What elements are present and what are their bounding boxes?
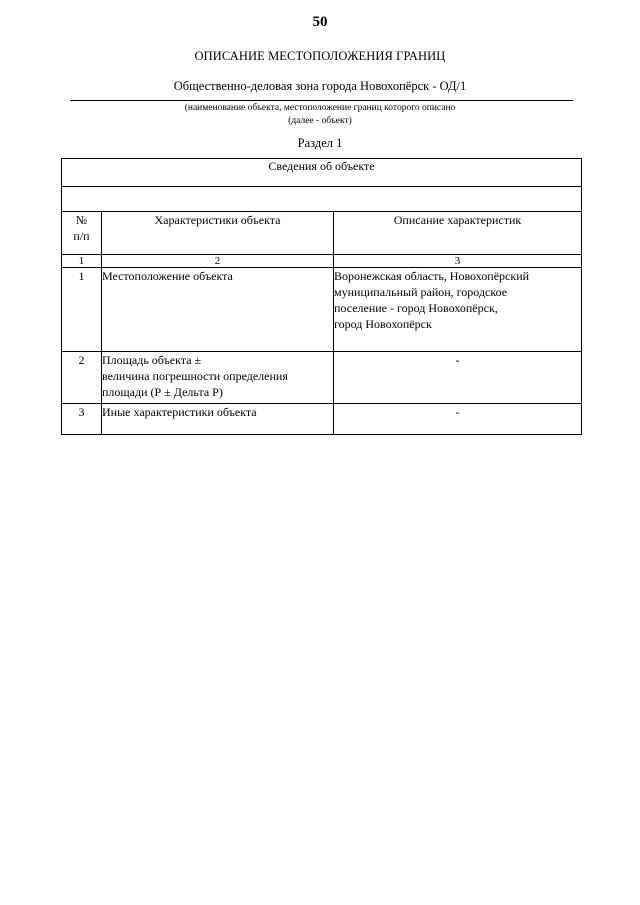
description-line: поселение - город Новохопёрск, [334,301,498,315]
characteristic-line: площади (Р ± Дельта Р) [102,385,223,399]
row-description: - [334,404,582,435]
table-title: Сведения об объекте [62,159,582,187]
header-characteristics: Характеристики объекта [102,212,334,255]
header-description: Описание характеристик [334,212,582,255]
table-blank-row [62,187,582,212]
description-line: Воронежская область, Новохопёрский [334,269,530,283]
page-number: 50 [312,14,328,30]
row-description: - [334,352,582,404]
row-characteristic [102,268,334,352]
table-title-row [62,159,582,187]
object-name: Общественно-деловая зона города Новохопёрск - ОД/1 [173,79,467,93]
object-name-underline [70,100,573,101]
description-line: муниципальный район, городское [334,285,508,299]
header-num-line-1: № [75,213,88,227]
table-row [62,352,582,404]
section-label: Раздел 1 [297,136,343,150]
row-number: 2 [62,352,102,404]
object-name-caption [0,102,640,128]
caption-line-2: (далее - объект) [288,116,352,126]
column-number-3: 3 [334,255,582,268]
header-num-cell [62,212,102,255]
row-characteristic [102,352,334,404]
document-title: ОПИСАНИЕ МЕСТОПОЛОЖЕНИЯ ГРАНИЦ [194,49,446,63]
object-info-table [61,158,582,435]
caption-line-1: (наименование объекта, местоположение границ которого описано [184,103,456,113]
blank-cell [62,187,582,212]
description-line: город Новохопёрск [334,317,432,331]
column-number-2: 2 [102,255,334,268]
table-row [62,268,582,352]
row-characteristic [102,404,334,435]
table-row [62,404,582,435]
characteristic-line: величина погрешности определения [102,369,288,383]
characteristic-line: Иные характеристики объекта [102,405,257,419]
table-header-row [62,212,582,255]
characteristic-line: Площадь объекта ± [102,353,202,367]
column-number-1: 1 [62,255,102,268]
row-number: 1 [62,268,102,352]
row-number: 3 [62,404,102,435]
header-num-line-2: п/п [73,229,90,243]
characteristic-line: Местоположение объекта [102,269,233,283]
row-description [334,268,582,352]
column-number-row [62,255,582,268]
